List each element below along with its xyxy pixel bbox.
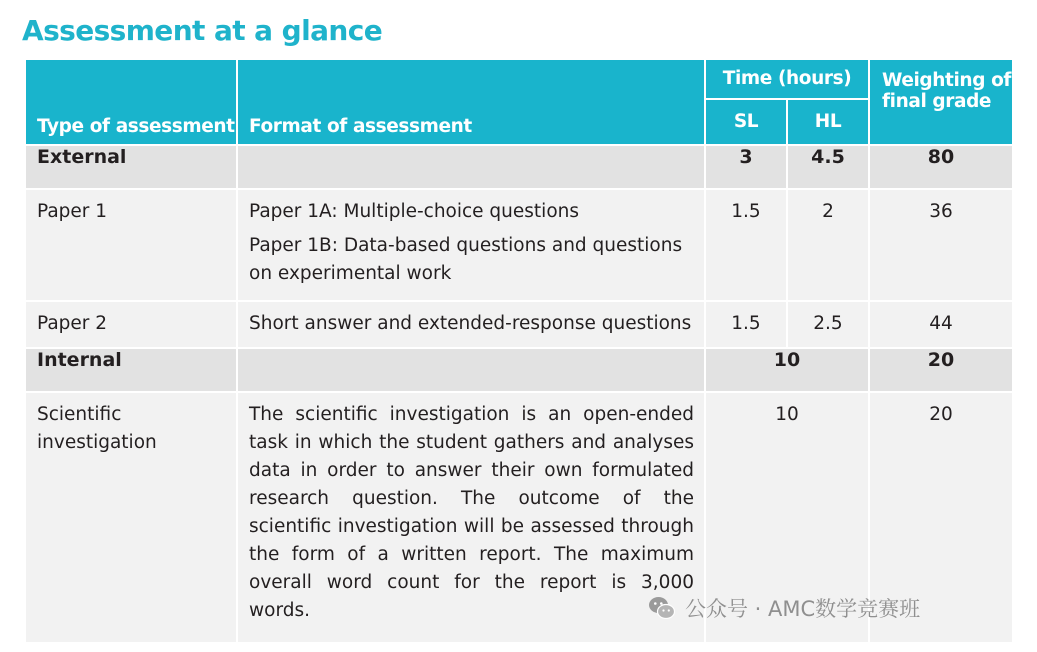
row-weighting: 44 bbox=[869, 301, 1013, 349]
row-time: 10 bbox=[705, 392, 869, 643]
external-hl: 4.5 bbox=[787, 145, 869, 189]
row-sl: 1.5 bbox=[705, 189, 787, 301]
format-line: Paper 1A: Multiple-choice questions bbox=[249, 201, 580, 222]
format-line: Paper 1B: Data-based questions and questions on experimental work bbox=[249, 235, 683, 284]
format-paragraph: The scientific investigation is an open-ended task in which the student gathers and analyses data in order to answer their own formulated research question. The outcome of the scientific investigation will be assessed through the form of a written report. The maximum overall word count for the report is 3,000 words. bbox=[249, 404, 694, 622]
row-sl: 1.5 bbox=[705, 301, 787, 349]
watermark-text: 公众号 · AMC数学竞赛班 bbox=[685, 597, 921, 621]
row-hl: 2.5 bbox=[787, 301, 869, 349]
format-line: Short answer and extended-response questions bbox=[249, 312, 692, 334]
assessment-table bbox=[24, 58, 1014, 644]
table-row-paper-2 bbox=[25, 301, 1013, 349]
page-title: Assessment at a glance bbox=[22, 14, 383, 47]
watermark bbox=[647, 593, 920, 623]
section-label-internal: Internal bbox=[25, 348, 237, 392]
row-format bbox=[237, 392, 705, 643]
row-type: Paper 2 bbox=[25, 301, 237, 349]
row-format bbox=[237, 189, 705, 301]
wechat-icon bbox=[647, 593, 677, 623]
header-time: Time (hours) bbox=[705, 59, 869, 99]
section-format-empty bbox=[237, 348, 705, 392]
section-row-internal bbox=[25, 348, 1013, 392]
header-hl: HL bbox=[787, 99, 869, 145]
row-type: Paper 1 bbox=[25, 189, 237, 301]
row-weighting: 20 bbox=[869, 392, 1013, 643]
internal-weighting: 20 bbox=[869, 348, 1013, 392]
section-label-external: External bbox=[25, 145, 237, 189]
row-weighting: 36 bbox=[869, 189, 1013, 301]
header-row bbox=[25, 59, 1013, 99]
row-type: Scientific investigation bbox=[25, 392, 237, 643]
row-hl: 2 bbox=[787, 189, 869, 301]
header-weighting: Weighting of final grade bbox=[869, 59, 1013, 145]
external-sl: 3 bbox=[705, 145, 787, 189]
table-row-paper-1 bbox=[25, 189, 1013, 301]
external-weighting: 80 bbox=[869, 145, 1013, 189]
row-format bbox=[237, 301, 705, 349]
section-row-external bbox=[25, 145, 1013, 189]
header-format: Format of assessment bbox=[237, 59, 705, 145]
section-format-empty bbox=[237, 145, 705, 189]
header-sl: SL bbox=[705, 99, 787, 145]
header-type: Type of assessment bbox=[25, 59, 237, 145]
internal-time: 10 bbox=[705, 348, 869, 392]
